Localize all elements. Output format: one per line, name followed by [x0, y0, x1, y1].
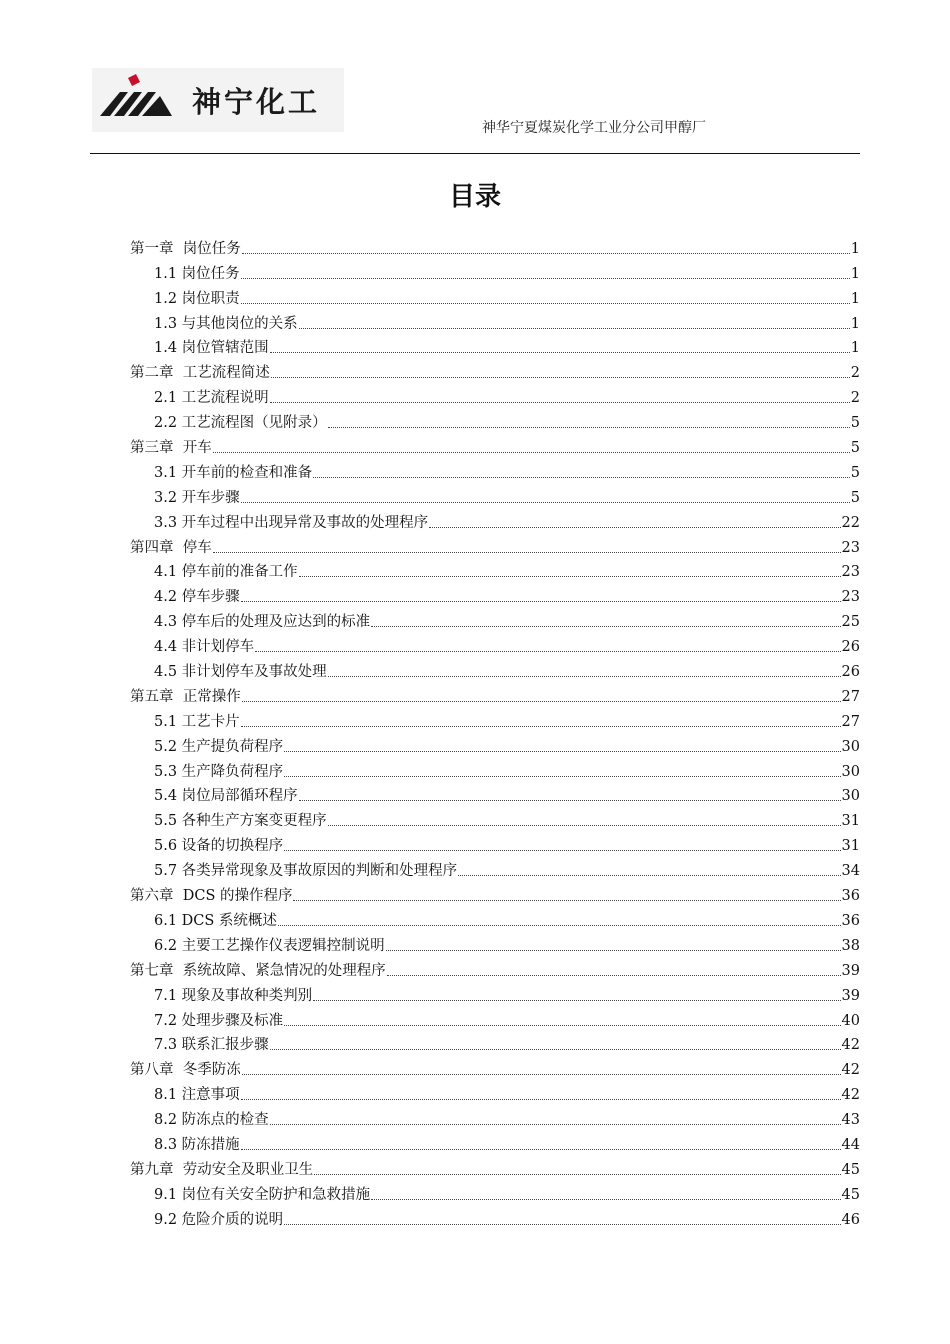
toc-entry[interactable] — [130, 1030, 860, 1055]
toc-entry[interactable] — [130, 855, 860, 880]
toc-leader-dots — [241, 302, 850, 304]
toc-entry[interactable] — [130, 756, 860, 781]
toc-leader-dots — [270, 351, 850, 353]
toc-entry[interactable] — [130, 1154, 860, 1179]
toc-leader-dots — [371, 625, 840, 627]
company-logo — [92, 68, 344, 132]
toc-leader-dots — [270, 1123, 841, 1125]
toc-entry-page: 39 — [841, 987, 860, 1004]
toc-entry-label: 9.2 危险介质的说明 — [154, 1211, 284, 1228]
toc-entry[interactable] — [130, 482, 860, 507]
toc-entry-label: 第一章 岗位任务 — [130, 240, 241, 257]
toc-entry[interactable] — [130, 1104, 860, 1129]
toc-entry[interactable] — [130, 1054, 860, 1079]
toc-leader-dots — [284, 750, 840, 752]
toc-entry-label: 1.1 岗位任务 — [154, 265, 240, 282]
toc-entry[interactable] — [130, 830, 860, 855]
toc-entry[interactable] — [130, 631, 860, 656]
toc-entry-page: 27 — [841, 713, 860, 730]
toc-entry-label: 8.2 防冻点的检查 — [154, 1112, 269, 1129]
toc-entry[interactable] — [130, 1129, 860, 1154]
toc-leader-dots — [242, 252, 850, 254]
toc-entry-label: 4.3 停车后的处理及应达到的标准 — [154, 614, 371, 631]
toc-entry-label: 8.3 防冻措施 — [154, 1136, 240, 1153]
toc-entry-label: 第六章 DCS 的操作程序 — [130, 888, 293, 905]
toc-leader-dots — [328, 675, 841, 677]
toc-leader-dots — [387, 974, 841, 976]
toc-entry-label: 4.1 停车前的准备工作 — [154, 564, 298, 581]
toc-entry-page: 44 — [841, 1136, 860, 1153]
toc-entry-page: 1 — [850, 240, 860, 257]
toc-entry[interactable] — [130, 457, 860, 482]
toc-entry-page: 25 — [841, 614, 860, 631]
toc-entry-label: 第四章 停车 — [130, 539, 212, 556]
toc-entry[interactable] — [130, 283, 860, 308]
toc-entry-label: 4.5 非计划停车及事故处理 — [154, 664, 327, 681]
toc-leader-dots — [213, 451, 850, 453]
toc-leader-dots — [313, 476, 850, 478]
toc-entry[interactable] — [130, 980, 860, 1005]
header-divider — [90, 153, 860, 154]
toc-entry-label: 5.4 岗位局部循环程序 — [154, 788, 298, 805]
toc-entry-label: 6.2 主要工艺操作仪表逻辑控制说明 — [154, 937, 385, 954]
toc-entry-page: 1 — [850, 315, 860, 332]
toc-entry[interactable] — [130, 706, 860, 731]
toc-entry-page: 5 — [850, 464, 860, 481]
toc-entry-label: 2.2 工艺流程图（见附录） — [154, 415, 327, 432]
toc-entry-page: 39 — [841, 962, 860, 979]
toc-entry-page: 40 — [841, 1012, 860, 1029]
page-title: 目录 — [448, 182, 501, 212]
toc-leader-dots — [271, 376, 850, 378]
toc-entry[interactable] — [130, 681, 860, 706]
toc-entry-label: 5.6 设备的切换程序 — [154, 838, 284, 855]
toc-entry[interactable] — [130, 880, 860, 905]
toc-entry[interactable] — [130, 1005, 860, 1030]
logo-text: 神宁化工 — [192, 85, 321, 119]
toc-leader-dots — [241, 725, 841, 727]
toc-leader-dots — [458, 874, 840, 876]
toc-entry-page: 26 — [841, 639, 860, 656]
toc-entry-page: 31 — [841, 838, 860, 855]
toc-leader-dots — [284, 1024, 840, 1026]
toc-leader-dots — [328, 426, 850, 428]
toc-leader-dots — [299, 799, 841, 801]
toc-entry-page: 30 — [841, 763, 860, 780]
toc-entry-page: 34 — [841, 863, 860, 880]
toc-leader-dots — [299, 575, 841, 577]
toc-entry-label: 3.1 开车前的检查和准备 — [154, 464, 313, 481]
toc-entry-page: 43 — [841, 1112, 860, 1129]
toc-entry-page: 30 — [841, 788, 860, 805]
toc-entry[interactable] — [130, 606, 860, 631]
toc-entry[interactable] — [130, 432, 860, 457]
toc-leader-dots — [213, 551, 841, 553]
toc-entry-label: 4.4 非计划停车 — [154, 639, 255, 656]
toc-entry-label: 1.4 岗位管辖范围 — [154, 340, 269, 357]
toc-entry-label: 5.1 工艺卡片 — [154, 713, 240, 730]
toc-entry[interactable] — [130, 233, 860, 258]
toc-entry-label: 5.5 各种生产方案变更程序 — [154, 813, 327, 830]
toc-entry-page: 5 — [850, 489, 860, 506]
logo-mark-icon — [98, 72, 188, 128]
toc-entry-label: 2.1 工艺流程说明 — [154, 390, 269, 407]
toc-leader-dots — [284, 775, 840, 777]
toc-entry[interactable] — [130, 656, 860, 681]
toc-leader-dots — [242, 700, 841, 702]
toc-entry[interactable] — [130, 930, 860, 955]
toc-entry-label: 4.2 停车步骤 — [154, 589, 240, 606]
toc-entry-label: 7.3 联系汇报步骤 — [154, 1037, 269, 1054]
toc-leader-dots — [255, 650, 840, 652]
toc-entry-label: 第七章 系统故障、紧急情况的处理程序 — [130, 962, 386, 979]
toc-entry[interactable] — [130, 308, 860, 333]
toc-entry-label: 1.2 岗位职责 — [154, 290, 240, 307]
toc-entry-page: 42 — [841, 1037, 860, 1054]
toc-entry[interactable] — [130, 905, 860, 930]
toc-entry-page: 36 — [841, 912, 860, 929]
toc-entry-label: 3.3 开车过程中出现异常及事故的处理程序 — [154, 514, 429, 531]
toc-entry-page: 45 — [841, 1161, 860, 1178]
toc-entry-page: 26 — [841, 664, 860, 681]
toc-entry[interactable] — [130, 382, 860, 407]
toc-entry-page: 27 — [841, 688, 860, 705]
toc-entry[interactable] — [130, 557, 860, 582]
toc-leader-dots — [241, 501, 850, 503]
toc-entry-page: 1 — [850, 290, 860, 307]
toc-entry[interactable] — [130, 1179, 860, 1204]
toc-entry[interactable] — [130, 333, 860, 358]
toc-entry-page: 38 — [841, 937, 860, 954]
toc-entry-label: 第九章 劳动安全及职业卫生 — [130, 1161, 314, 1178]
toc-leader-dots — [299, 327, 850, 329]
toc-entry[interactable] — [130, 781, 860, 806]
table-of-contents — [130, 233, 860, 1229]
toc-entry-label: 第八章 冬季防冻 — [130, 1062, 241, 1079]
toc-entry-label: 第五章 正常操作 — [130, 688, 241, 705]
toc-leader-dots — [242, 1073, 841, 1075]
toc-leader-dots — [314, 1173, 840, 1175]
toc-leader-dots — [278, 924, 841, 926]
toc-leader-dots — [386, 949, 841, 951]
toc-entry-label: 5.7 各类异常现象及事故原因的判断和处理程序 — [154, 863, 458, 880]
toc-leader-dots — [313, 999, 840, 1001]
toc-entry-label: 3.2 开车步骤 — [154, 489, 240, 506]
toc-entry-page: 5 — [850, 415, 860, 432]
toc-entry-page: 1 — [850, 340, 860, 357]
toc-entry[interactable] — [130, 1204, 860, 1229]
toc-entry-page: 45 — [841, 1186, 860, 1203]
toc-entry[interactable] — [130, 805, 860, 830]
toc-leader-dots — [371, 1198, 840, 1200]
toc-entry-page: 5 — [850, 440, 860, 457]
toc-entry-page: 1 — [850, 265, 860, 282]
toc-leader-dots — [241, 1148, 841, 1150]
toc-leader-dots — [241, 1098, 841, 1100]
toc-leader-dots — [241, 600, 841, 602]
toc-entry[interactable] — [130, 581, 860, 606]
toc-entry[interactable] — [130, 258, 860, 283]
toc-entry-label: 5.3 生产降负荷程序 — [154, 763, 284, 780]
toc-entry-label: 1.3 与其他岗位的关系 — [154, 315, 298, 332]
toc-entry[interactable] — [130, 357, 860, 382]
toc-entry[interactable] — [130, 955, 860, 980]
toc-entry-page: 23 — [841, 564, 860, 581]
toc-entry-page: 46 — [841, 1211, 860, 1228]
toc-entry-label: 第二章 工艺流程简述 — [130, 365, 270, 382]
toc-entry-page: 22 — [841, 514, 860, 531]
company-name: 神华宁夏煤炭化学工业分公司甲醇厂 — [482, 120, 706, 136]
toc-leader-dots — [284, 849, 840, 851]
toc-entry-label: 7.2 处理步骤及标准 — [154, 1012, 284, 1029]
toc-leader-dots — [270, 401, 850, 403]
toc-entry[interactable] — [130, 532, 860, 557]
toc-entry-label: 6.1 DCS 系统概述 — [154, 912, 277, 929]
toc-entry-page: 23 — [841, 539, 860, 556]
toc-entry-page: 30 — [841, 738, 860, 755]
toc-entry[interactable] — [130, 407, 860, 432]
toc-leader-dots — [284, 1223, 840, 1225]
toc-leader-dots — [293, 899, 840, 901]
toc-leader-dots — [241, 277, 850, 279]
toc-entry-label: 9.1 岗位有关安全防护和急救措施 — [154, 1186, 371, 1203]
toc-entry-page: 31 — [841, 813, 860, 830]
toc-entry-page: 42 — [841, 1062, 860, 1079]
toc-entry[interactable] — [130, 1079, 860, 1104]
toc-entry-label: 7.1 现象及事故种类判别 — [154, 987, 313, 1004]
toc-entry[interactable] — [130, 731, 860, 756]
toc-entry-label: 第三章 开车 — [130, 440, 212, 457]
toc-entry-page: 2 — [850, 390, 860, 407]
toc-entry-page: 23 — [841, 589, 860, 606]
toc-entry-page: 2 — [850, 365, 860, 382]
toc-entry[interactable] — [130, 507, 860, 532]
toc-leader-dots — [328, 824, 841, 826]
toc-entry-page: 36 — [841, 888, 860, 905]
toc-entry-page: 42 — [841, 1087, 860, 1104]
toc-entry-label: 5.2 生产提负荷程序 — [154, 738, 284, 755]
toc-leader-dots — [270, 1048, 841, 1050]
toc-entry-label: 8.1 注意事项 — [154, 1087, 240, 1104]
toc-leader-dots — [429, 526, 840, 528]
